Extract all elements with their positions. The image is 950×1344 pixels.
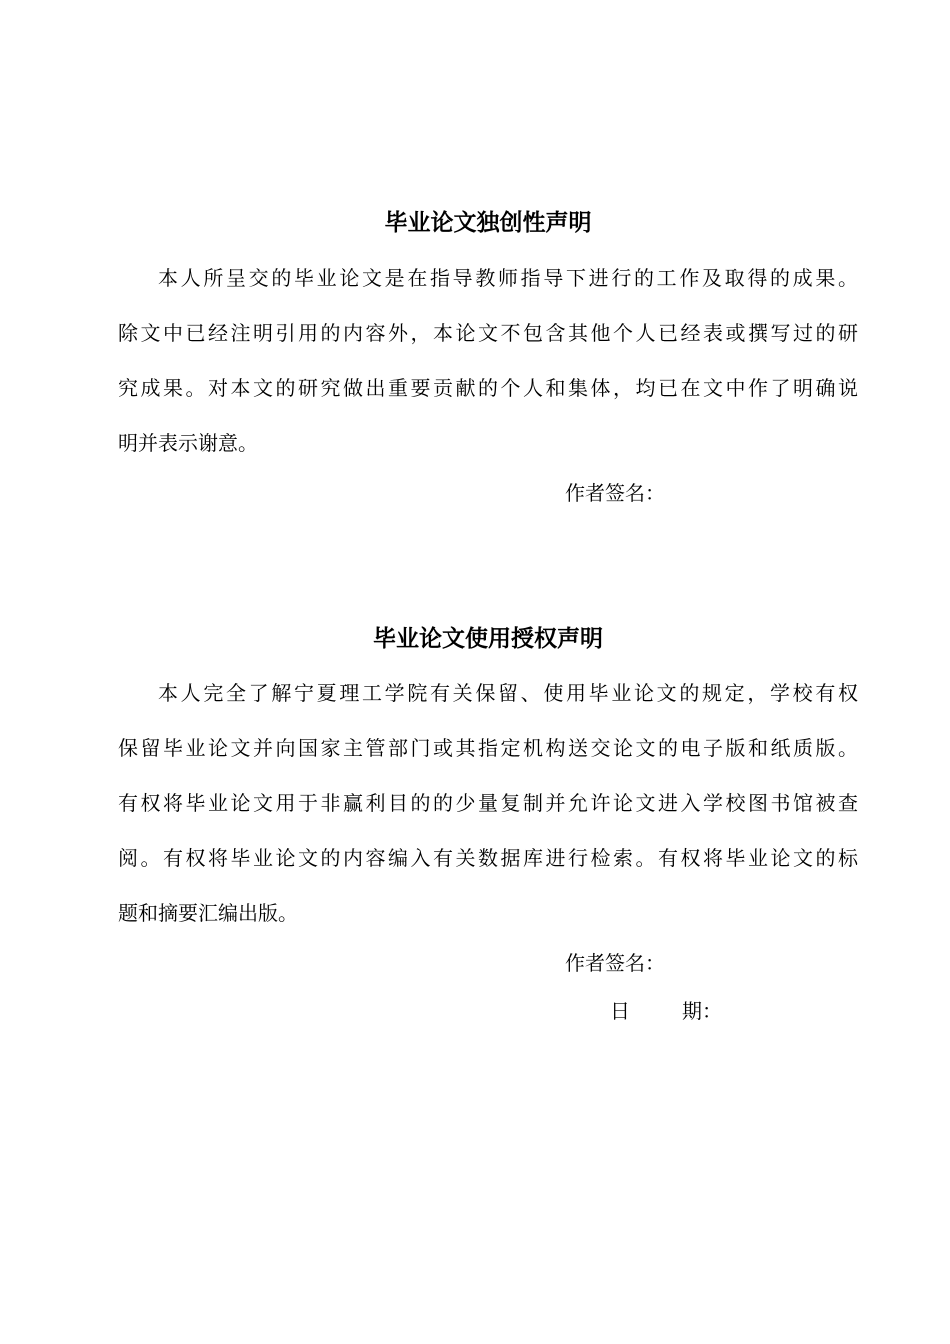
originality-line-4: 明并表示谢意。: [118, 431, 258, 455]
authorization-body: [118, 666, 858, 941]
originality-paragraph: [118, 251, 858, 471]
authorization-line-4: 阅。有权将毕业论文的内容编入有关数据库进行检索。有权将毕业论文的标: [118, 846, 858, 870]
originality-section: [118, 208, 858, 238]
originality-body: [118, 251, 858, 471]
originality-signature-label: 作者签名：: [565, 481, 665, 505]
authorization-line-2: 保留毕业论文并向国家主管部门或其指定机构送交论文的电子版和纸质版。: [118, 736, 858, 760]
authorization-signature-label: 作者签名：: [565, 951, 665, 975]
originality-line-2: 除文中已经注明引用的内容外，本论文不包含其他个人已经表或撰写过的研: [118, 321, 858, 345]
originality-line-3: 究成果。对本文的研究做出重要贡献的个人和集体，均已在文中作了明确说: [118, 376, 858, 400]
authorization-line-5: 题和摘要汇编出版。: [118, 901, 298, 925]
originality-line-1: 本人所呈交的毕业论文是在指导教师指导下进行的工作及取得的成果。: [158, 266, 858, 290]
authorization-line-3: 有权将毕业论文用于非赢利目的的少量复制并允许论文进入学校图书馆被查: [118, 791, 858, 815]
authorization-title: 毕业论文使用授权声明: [373, 625, 603, 652]
authorization-paragraph: [118, 666, 858, 941]
authorization-date-label: [610, 996, 722, 1026]
date-label-day: 日: [610, 999, 630, 1023]
originality-title: 毕业论文独创性声明: [384, 209, 592, 236]
authorization-section: [118, 624, 858, 654]
authorization-line-1: 本人完全了解宁夏理工学院有关保留、使用毕业论文的规定，学校有权: [158, 681, 858, 705]
date-label-period: 期：: [682, 999, 722, 1023]
